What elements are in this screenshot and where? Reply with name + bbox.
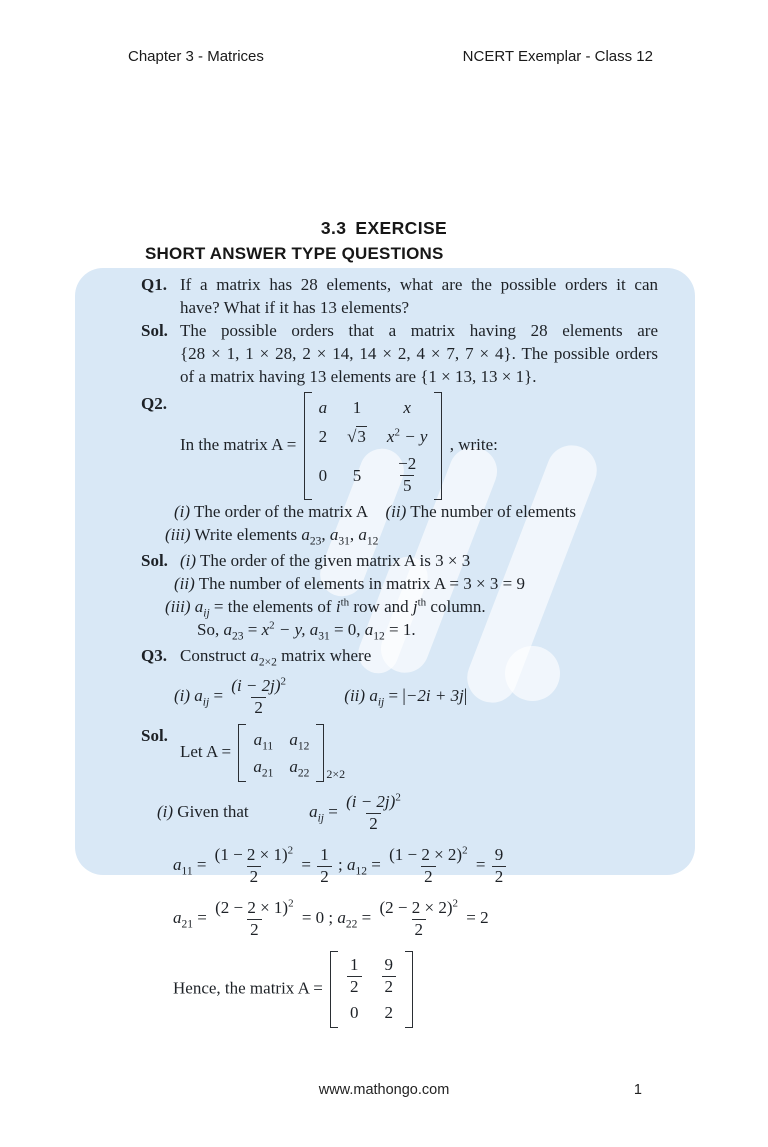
hence-matrix: [330, 951, 413, 1028]
footer-page-number: 1: [633, 1082, 642, 1098]
fraction: $\frac{(2 - 2 \times 2)^2}{2}$: [379, 897, 458, 939]
sol2-line-iii: (iii) $a_{ij}$ = the elements of $i^{th}$ row and $j^{th}$ column.: [165, 596, 486, 620]
matrix-bracket-right: [405, 951, 413, 1028]
q2-parts-line: [75, 500, 695, 523]
part-iii-text: Write elements: [194, 525, 302, 544]
q1-label: Q1.: [141, 275, 167, 294]
matrix-cell: x: [403, 398, 411, 417]
matrix-cell: 0: [350, 1003, 359, 1022]
sol2-i-text: The order of the given matrix A is 3 × 3: [200, 551, 471, 570]
q2-label: Q2.: [141, 394, 167, 413]
sol3-label: Sol.: [141, 726, 168, 745]
q1-line1: If a matrix has 28 elements, what are the possible orders it can: [180, 275, 658, 294]
sol1-label: Sol.: [141, 321, 168, 340]
sol2-i-label: (i): [180, 551, 197, 570]
q3-parts-line: (i) $a_{ij}$ = $\frac{(i - 2j)^2}{2}$ (ii) $a_{ij} = |-2i + 3j|$: [174, 675, 468, 717]
fraction: $\frac{(i - 2j)^2}{2}$: [231, 675, 287, 717]
sol2-ii-label: (ii): [174, 574, 195, 593]
fraction: $\frac{(1 - 2 \times 1)^2}{2}$: [214, 844, 294, 886]
q1-text: [180, 273, 658, 319]
page-header: [0, 48, 768, 65]
section-subtitle: SHORT ANSWER TYPE QUESTIONS: [145, 244, 444, 263]
calc-row-1: $a_{11}$ = $\frac{(1 - 2 \times 1)^2}{2}$ = $\frac{1}{2}$ ; $a_{12}$ = $\frac{(1 - 2 \times 2)^2}{2}$ = $\frac{9}{2}$: [75, 845, 695, 887]
matrix-cell: 2: [384, 1003, 394, 1022]
hence-text: Hence, the matrix A =: [173, 978, 328, 998]
sol1-line2: {28 × 1, 1 × 28, 2 × 14, 14 × 2, 4 × 7, 7 × 4}. The possible orders: [180, 344, 658, 363]
given-i-label: (i): [157, 801, 174, 821]
footer-url: www.mathongo.com: [318, 1082, 450, 1098]
matrix-bracket-right: [434, 392, 442, 500]
section-number: 3.3: [320, 218, 347, 238]
q2-A-equals: A =: [271, 434, 297, 454]
sol3-letA: Let A = $a_{11}$ $a_{12}$ $a_{21}$ $a_{22}$ 2×2: [180, 724, 658, 782]
sol2-iii-label: (iii): [165, 597, 191, 616]
q2-outro: , write:: [449, 434, 498, 454]
matrix-cell-fraction: $\frac{9}{2}$: [382, 955, 397, 997]
q1-line2: have? What if it has 13 elements?: [180, 298, 410, 317]
section-title: [0, 218, 768, 239]
matrix-cell: $a_{21}$: [253, 757, 274, 780]
sol3-given-line: (i) Given that $a_{ij}$ = $\frac{(i - 2j)^2}{2}$: [157, 791, 401, 833]
sol2-label: Sol.: [141, 551, 168, 570]
sol2-so-line: So, $a_{23} = x^2 - y$, $a_{31} = 0$, $a_{12} = 1$.: [197, 619, 416, 643]
matrix-cell-sqrt: √3: [347, 427, 366, 446]
matrix-cell-fraction: $\frac{1}{2}$: [347, 955, 362, 997]
q3-text: Construct $a_{2\times 2}$ matrix where: [180, 646, 372, 669]
abs-bar: |: [402, 684, 406, 705]
sol2-line-i: [180, 549, 658, 572]
sol2-ii-text: The number of elements in matrix A = 3 × 3 = 9: [198, 574, 525, 593]
header-chapter: Chapter 3 - Matrices: [128, 48, 264, 65]
part-i-label: (i): [174, 502, 191, 521]
solution-2: [75, 549, 695, 572]
q3-part-ii-label: (ii): [344, 685, 366, 705]
solution-1: [75, 319, 695, 388]
sol1-line1: The possible orders that a matrix having 28 elements are: [180, 321, 658, 340]
matrix-order-subscript: 2×2: [326, 767, 346, 781]
fraction: $\frac{9}{2}$: [492, 845, 507, 887]
matrix-cell: $a_{11}$: [253, 730, 274, 753]
q3-label: Q3.: [141, 646, 167, 665]
fraction: $\frac{1}{2}$: [317, 845, 332, 887]
q2-text: [180, 392, 658, 500]
q3-part-i-label: (i): [174, 685, 191, 705]
q2-part-iii: (iii) Write elements $a_{23}$, $a_{31}$, $a_{12}$: [165, 525, 379, 548]
part-ii-text: The number of elements: [410, 502, 576, 521]
matrix-cell: $a_{22}$: [289, 757, 310, 780]
abs-bar: |: [463, 684, 468, 705]
sol2-line-ii: [75, 572, 695, 595]
matrix-cell: 5: [352, 465, 362, 485]
matrix-bracket-left: [330, 951, 338, 1028]
page-footer: [0, 1082, 768, 1098]
fraction: $\frac{(i - 2j)^2}{2}$: [346, 791, 401, 833]
matrix-bracket-right: [316, 724, 324, 782]
matrix-cell: 2: [318, 427, 328, 446]
matrix-cell-fraction: $\frac{-2}{5}$: [398, 454, 417, 495]
fraction: $\frac{(2 - 2 \times 1)^2}{2}$: [215, 897, 294, 939]
question-3: [75, 644, 695, 667]
content-column: [75, 268, 695, 1028]
fraction: $\frac{(1 - 2 \times 2)^2}{2}$: [389, 844, 468, 886]
calc-row-2: $a_{21}$ = $\frac{(2 - 2 \times 1)^2}{2}$ = 0 ; $a_{22}$ = $\frac{(2 - 2 \times 2)^2}{2}$ = 2: [173, 897, 489, 939]
solution-3: [75, 724, 695, 782]
part-i-text: The order of the matrix A: [194, 502, 368, 521]
hence-line: [75, 951, 695, 1028]
matrix-cell: $x^2 - y$: [386, 426, 428, 446]
q2-matrix-grid: [317, 392, 430, 500]
q2-intro: In the matrix: [180, 434, 268, 454]
question-2: [75, 392, 695, 500]
question-1: [75, 273, 695, 319]
sol1-text: [180, 319, 658, 388]
matrix-bracket-left: [238, 724, 246, 782]
section-name: EXERCISE: [355, 218, 448, 238]
part-ii-label: (ii): [385, 502, 407, 521]
radical-icon: √: [347, 427, 357, 446]
matrix-bracket-left: [304, 392, 312, 500]
given-text: Given that: [177, 801, 249, 821]
matrix-cell: a: [318, 398, 328, 417]
matrix-cell: 0: [318, 465, 328, 485]
matrix-cell: $a_{12}$: [289, 730, 310, 753]
q2-matrix: [304, 392, 443, 500]
matrix-cell: 1: [352, 398, 362, 417]
header-book: NCERT Exemplar - Class 12: [462, 48, 653, 65]
sol3-matrix: [238, 724, 345, 782]
part-iii-label: (iii): [165, 525, 191, 544]
sol1-line3: of a matrix having 13 elements are {1 × 13, 13 × 1}.: [180, 367, 537, 386]
